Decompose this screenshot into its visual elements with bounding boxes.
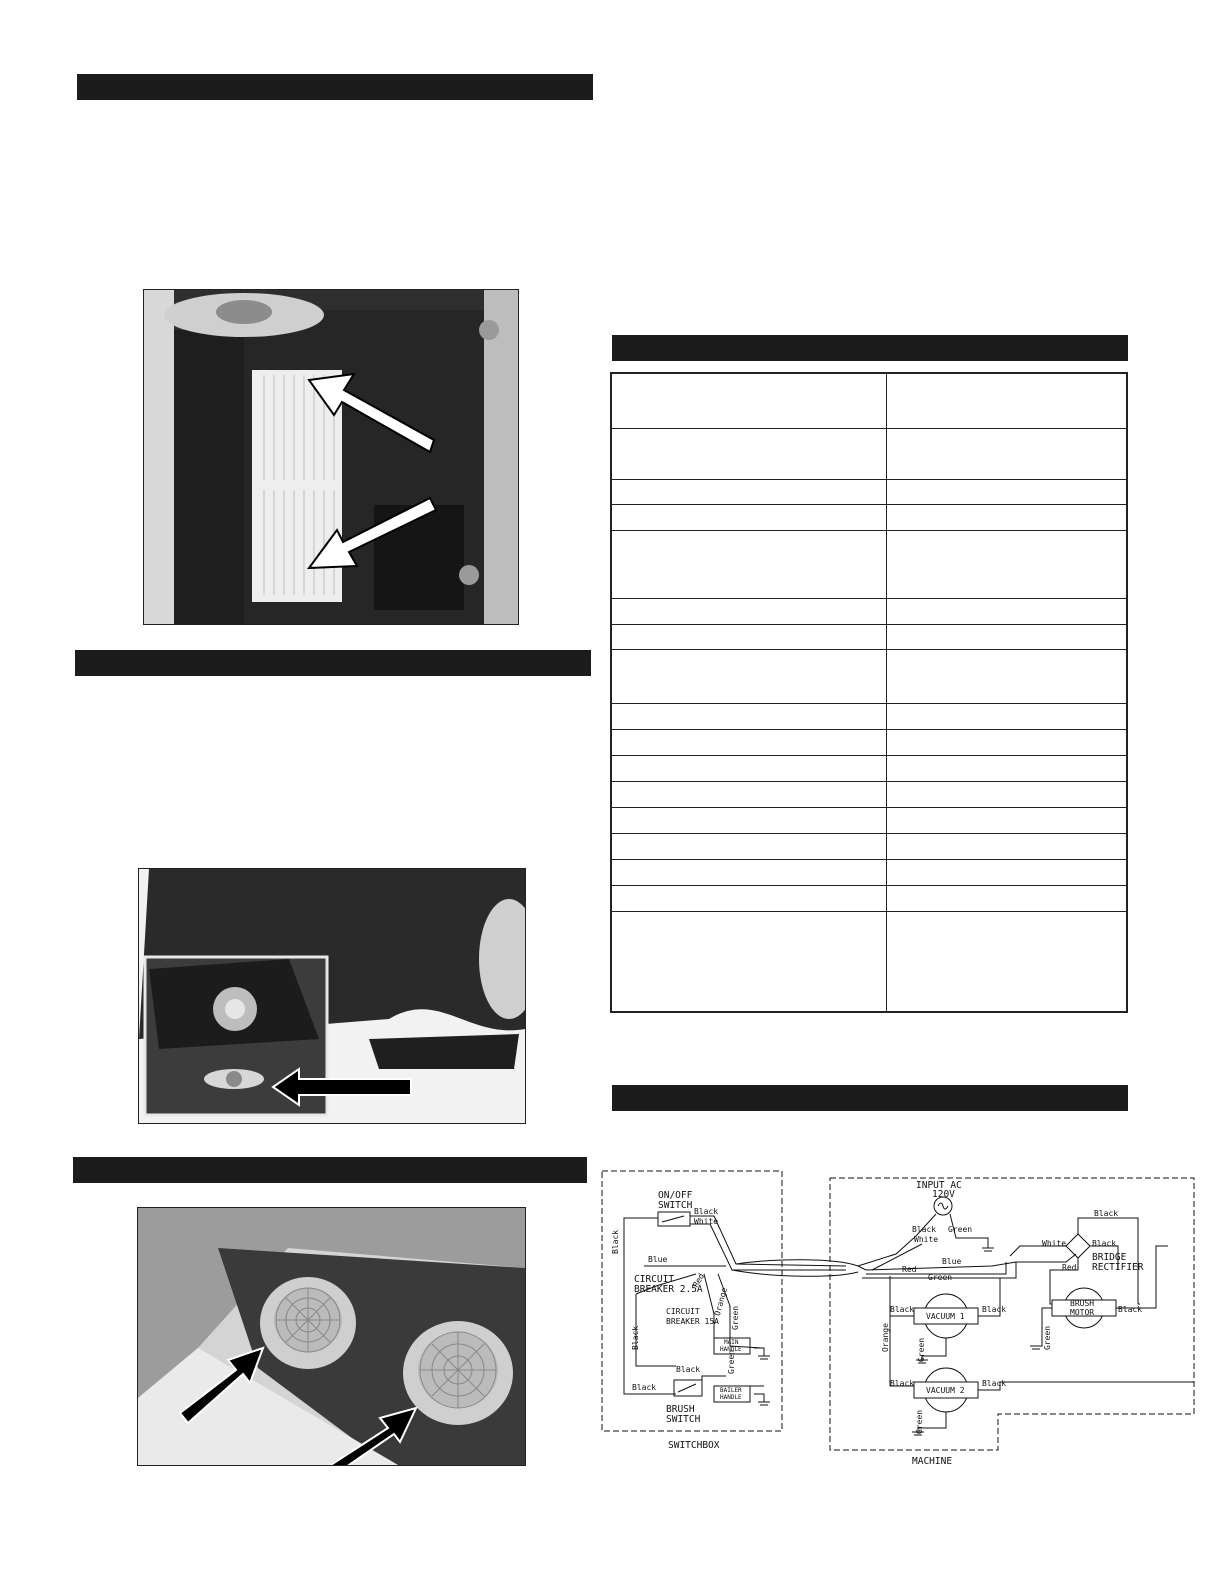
wire-label-green: Green (1043, 1325, 1052, 1350)
bailer-handle-label-1: BAILER (720, 1387, 742, 1394)
spec-value (887, 598, 1128, 624)
wire-label-blue: Blue (942, 1257, 962, 1266)
spec-label (611, 624, 887, 649)
circuit-breaker-15a-label-1: CIRCUIT (666, 1307, 700, 1316)
brush-motor-label-2: MOTOR (1070, 1308, 1095, 1317)
vacuum-1-label: VACUUM 1 (926, 1312, 965, 1321)
circuit-breaker-25a-label-1: CIRCUIT (634, 1274, 675, 1285)
wire-label-orange: Orange (881, 1323, 890, 1352)
table-row (611, 807, 1127, 833)
spec-value (887, 911, 1128, 1012)
vacuum-2-label: VACUUM 2 (926, 1386, 965, 1395)
spec-value (887, 729, 1128, 755)
spec-label (611, 649, 887, 703)
wire-label-black: Black (632, 1383, 657, 1392)
filter-photo-image (144, 290, 518, 624)
table-row (611, 755, 1127, 781)
wire-label-red: Red (1062, 1263, 1077, 1272)
spec-value (887, 428, 1128, 479)
spec-label (611, 781, 887, 807)
specifications-bar (612, 335, 1128, 361)
machine-box (830, 1178, 1194, 1450)
filter-photo (143, 289, 519, 625)
wire-label-green: Green (928, 1273, 953, 1282)
spec-label (611, 911, 887, 1012)
wire-label-red: Red (902, 1265, 917, 1274)
spec-label (611, 479, 887, 504)
spec-value (887, 479, 1128, 504)
spec-value (887, 885, 1128, 911)
switchbox-label: SWITCHBOX (668, 1440, 720, 1451)
spec-label (611, 755, 887, 781)
wire-label-orange: Orange (712, 1286, 730, 1317)
specifications-table (610, 372, 1128, 1013)
spec-label (611, 504, 887, 530)
table-row (611, 885, 1127, 911)
input-ac-label-1: INPUT AC (916, 1180, 962, 1191)
section-bar-1 (77, 74, 593, 100)
table-row (611, 530, 1127, 598)
latch-photo-image (139, 869, 525, 1123)
spec-value (887, 649, 1128, 703)
wire-label-green: Green (727, 1349, 736, 1374)
wire-label-black: Black (982, 1305, 1007, 1314)
input-ac-label-2: 120V (932, 1189, 955, 1200)
spec-value (887, 807, 1128, 833)
brush-switch-label-1: BRUSH (666, 1404, 695, 1415)
table-row (611, 504, 1127, 530)
wiring-diagram (596, 1166, 1200, 1470)
spec-value (887, 833, 1128, 859)
circuit-breaker-25a-label-2: BREAKER 2.5A (634, 1284, 703, 1295)
bridge-rectifier-symbol (1066, 1234, 1090, 1258)
table-row (611, 703, 1127, 729)
on-off-switch-label-2: SWITCH (658, 1200, 693, 1211)
wire-label-black: Black (1118, 1305, 1143, 1314)
spec-label (611, 703, 887, 729)
wire-label-white: White (914, 1235, 939, 1244)
bridge-rectifier-label-1: BRIDGE (1092, 1252, 1127, 1263)
wire-label-black: Black (694, 1207, 719, 1216)
spec-value (887, 530, 1128, 598)
main-handle-label-2: HANDLE (720, 1346, 742, 1353)
wire-label-black: Black (1094, 1209, 1119, 1218)
on-off-switch-label-1: ON/OFF (658, 1190, 693, 1201)
wire-label-green: Green (915, 1409, 924, 1434)
table-row (611, 729, 1127, 755)
latch-photo (138, 868, 526, 1124)
spec-value (887, 373, 1128, 428)
machine-label: MACHINE (912, 1456, 953, 1467)
spec-value (887, 703, 1128, 729)
spec-label (611, 859, 887, 885)
wire-label-green: Green (731, 1305, 740, 1330)
table-row (611, 479, 1127, 504)
wire-label-white: White (694, 1217, 719, 1226)
brush-switch-label-2: SWITCH (666, 1414, 701, 1425)
wire-label-white: White (1042, 1239, 1067, 1248)
table-row (611, 598, 1127, 624)
wire-label-black: Black (1092, 1239, 1117, 1248)
wire-label-black: Black (890, 1305, 915, 1314)
table-row (611, 781, 1127, 807)
wire-label-black: Black (676, 1365, 701, 1374)
wire-label-black: Black (631, 1325, 640, 1350)
wire-label-green: Green (917, 1337, 926, 1362)
spec-value (887, 859, 1128, 885)
wire-label-black: Black (890, 1379, 915, 1388)
wire-label-black: Black (982, 1379, 1007, 1388)
section-bar-2 (75, 650, 591, 676)
spec-label (611, 885, 887, 911)
wiring-diagram-bar (612, 1085, 1128, 1111)
vacuum-photo-image (138, 1208, 525, 1465)
section-bar-3 (73, 1157, 587, 1183)
wire-label-black: Black (912, 1225, 937, 1234)
spec-label (611, 428, 887, 479)
wire-label-green: Green (948, 1225, 973, 1234)
wire-label-blue: Blue (648, 1255, 668, 1264)
spec-label (611, 729, 887, 755)
table-row (611, 833, 1127, 859)
bailer-handle-label-2: HANDLE (720, 1394, 742, 1401)
wire-label-black: Black (611, 1229, 620, 1254)
table-row (611, 911, 1127, 1012)
table-row (611, 859, 1127, 885)
spec-value (887, 624, 1128, 649)
table-row (611, 649, 1127, 703)
spec-label (611, 373, 887, 428)
spec-value (887, 504, 1128, 530)
spec-label (611, 807, 887, 833)
table-row (611, 373, 1127, 428)
spec-label (611, 598, 887, 624)
bridge-rectifier-label-2: RECTIFIER (1092, 1262, 1144, 1273)
main-handle-label-1: MAIN (724, 1339, 739, 1346)
spec-label (611, 833, 887, 859)
table-row (611, 624, 1127, 649)
vacuum-photo (137, 1207, 526, 1466)
table-row (611, 428, 1127, 479)
wire-label-red: Red (691, 1271, 707, 1289)
circuit-breaker-15a-label-2: BREAKER 15A (666, 1317, 719, 1326)
spec-value (887, 755, 1128, 781)
spec-value (887, 781, 1128, 807)
brush-motor-label-1: BRUSH (1070, 1299, 1095, 1308)
spec-label (611, 530, 887, 598)
